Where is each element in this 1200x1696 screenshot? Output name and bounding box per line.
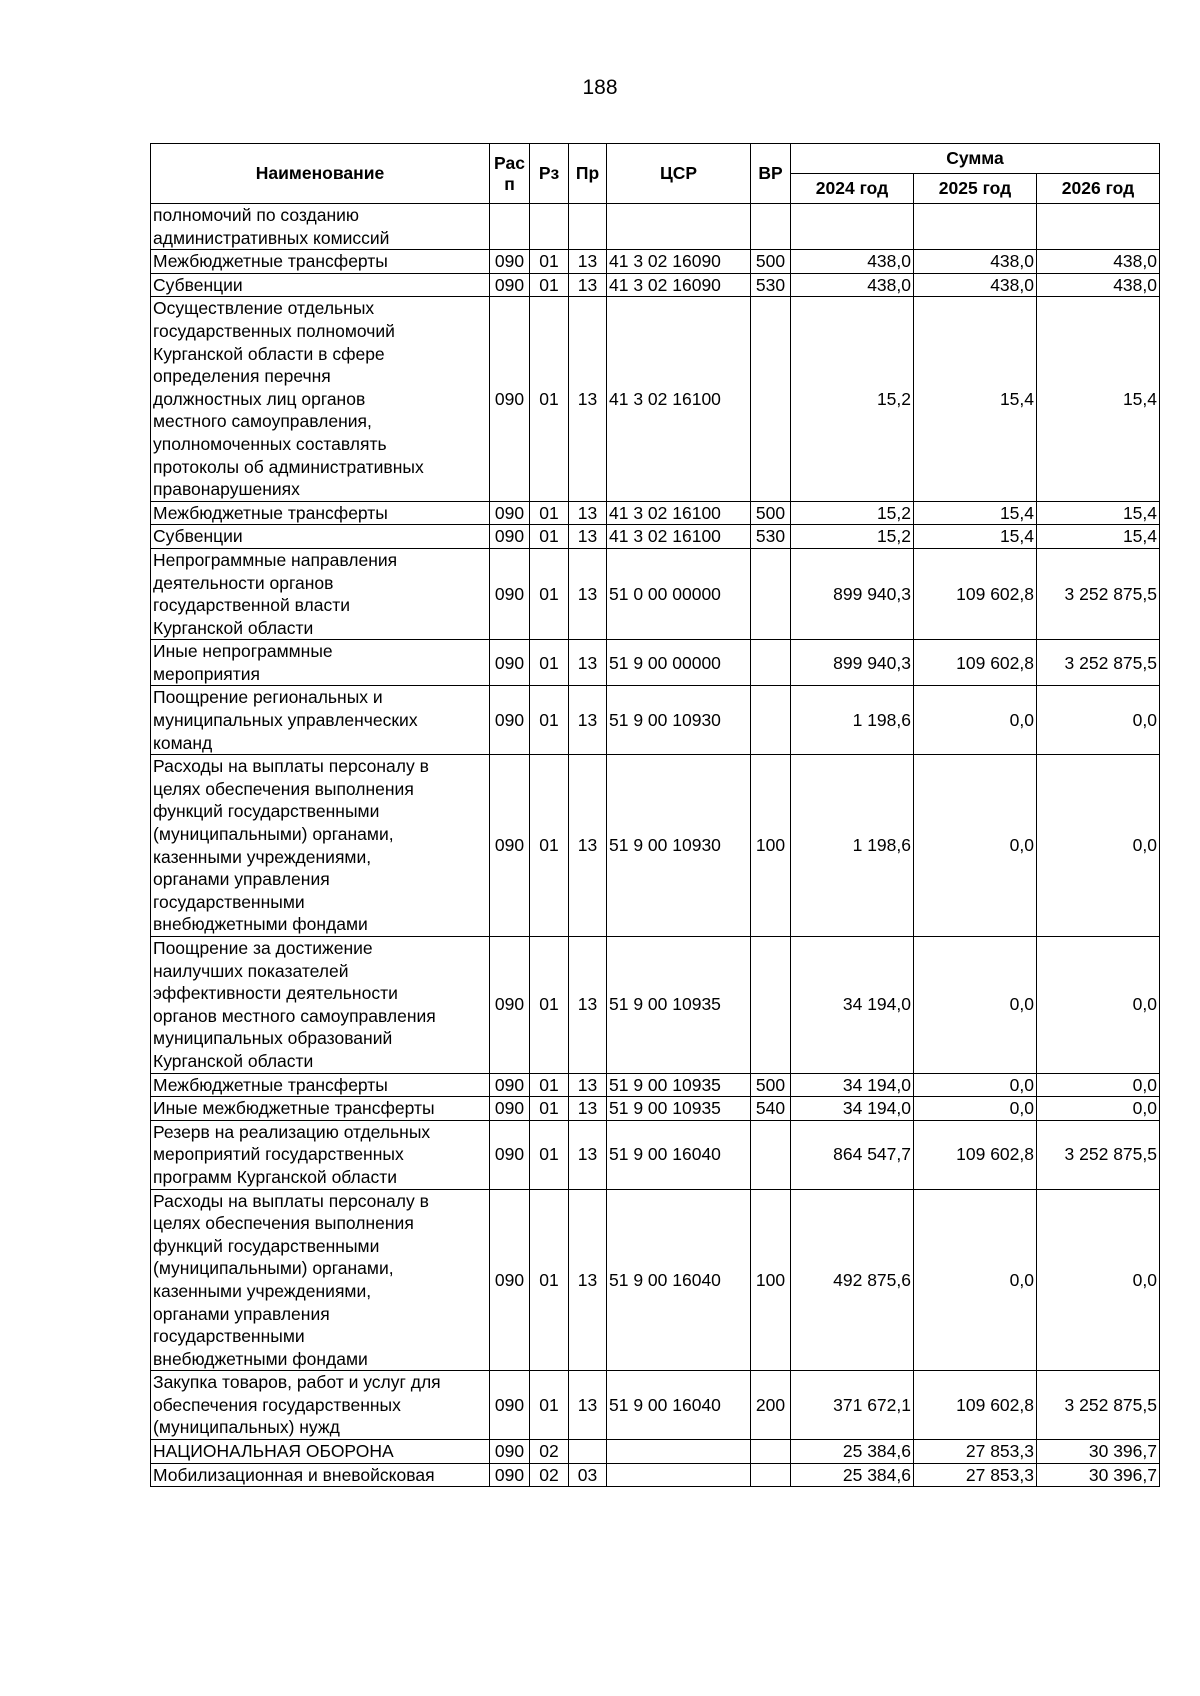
cell-csr: 51 9 00 10930 [607,686,751,755]
cell-vr: 100 [751,1189,791,1371]
cell-2026: 0,0 [1037,686,1160,755]
cell-csr: 51 9 00 10935 [607,1097,751,1121]
cell-vr [751,1120,791,1189]
table-row [151,525,1160,549]
cell-name: Межбюджетные трансферты [151,1073,490,1097]
cell-pr [569,1440,607,1464]
cell-2025: 109 602,8 [914,1371,1037,1440]
cell-rasp: 090 [490,937,530,1074]
cell-vr: 200 [751,1371,791,1440]
cell-2024: 492 875,6 [791,1189,914,1371]
cell-2026: 438,0 [1037,250,1160,274]
cell-2024: 438,0 [791,273,914,297]
cell-2024: 25 384,6 [791,1440,914,1464]
header-csr: ЦСР [607,144,751,204]
table-row [151,250,1160,274]
cell-vr: 530 [751,525,791,549]
cell-rasp: 090 [490,1371,530,1440]
cell-rz: 01 [530,1120,569,1189]
cell-rz: 01 [530,501,569,525]
header-2025: 2025 год [914,174,1037,204]
cell-pr: 13 [569,273,607,297]
cell-rasp: 090 [490,548,530,639]
cell-pr: 13 [569,686,607,755]
cell-pr: 13 [569,1073,607,1097]
cell-2025: 15,4 [914,525,1037,549]
cell-pr: 13 [569,640,607,686]
cell-rz: 01 [530,273,569,297]
cell-rasp: 090 [490,250,530,274]
cell-pr: 13 [569,755,607,937]
cell-name: Иные межбюджетные трансферты [151,1097,490,1121]
cell-2024: 25 384,6 [791,1463,914,1487]
table-row [151,1073,1160,1097]
cell-csr: 41 3 02 16090 [607,250,751,274]
cell-2024: 864 547,7 [791,1120,914,1189]
cell-name: Мобилизационная и вневойсковая [151,1463,490,1487]
cell-csr: 51 9 00 10930 [607,755,751,937]
cell-2024: 15,2 [791,525,914,549]
cell-2025: 15,4 [914,297,1037,501]
table-row [151,1120,1160,1189]
header-sum: Сумма [791,144,1160,174]
header-rz: Рз [530,144,569,204]
cell-2025: 438,0 [914,273,1037,297]
cell-2025: 27 853,3 [914,1440,1037,1464]
cell-rasp: 090 [490,525,530,549]
table-row [151,501,1160,525]
cell-vr [751,937,791,1074]
cell-vr: 540 [751,1097,791,1121]
cell-2026: 3 252 875,5 [1037,1371,1160,1440]
cell-csr: 41 3 02 16100 [607,297,751,501]
cell-rz: 01 [530,1097,569,1121]
table-row [151,640,1160,686]
cell-pr: 13 [569,525,607,549]
cell-name: Иные непрограммные мероприятия [151,640,490,686]
cell-vr: 500 [751,501,791,525]
cell-pr: 13 [569,1189,607,1371]
cell-name: Субвенции [151,273,490,297]
cell-2025: 0,0 [914,686,1037,755]
header-row-top [151,144,1160,174]
cell-2026: 0,0 [1037,1189,1160,1371]
cell-2026: 15,4 [1037,501,1160,525]
cell-rz: 01 [530,640,569,686]
cell-2025: 109 602,8 [914,548,1037,639]
cell-pr: 13 [569,548,607,639]
table-row [151,1463,1160,1487]
cell-2024: 371 672,1 [791,1371,914,1440]
header-pr: Пр [569,144,607,204]
cell-csr [607,204,751,250]
table-row [151,1189,1160,1371]
cell-rz: 01 [530,937,569,1074]
cell-rasp: 090 [490,501,530,525]
cell-2026: 0,0 [1037,1097,1160,1121]
cell-name: Расходы на выплаты персоналу в целях обеспечения выполнения функций государственными (муниципальными) органами, казенными учреждениями, органами управления государственными внебюджетными фондами [151,755,490,937]
cell-csr: 51 9 00 10935 [607,1073,751,1097]
header-vr: ВР [751,144,791,204]
cell-2026: 3 252 875,5 [1037,1120,1160,1189]
header-2026: 2026 год [1037,174,1160,204]
cell-2026 [1037,204,1160,250]
cell-pr: 13 [569,501,607,525]
cell-pr: 03 [569,1463,607,1487]
cell-rz: 01 [530,250,569,274]
cell-vr: 530 [751,273,791,297]
cell-pr: 13 [569,1120,607,1189]
cell-rz: 01 [530,1371,569,1440]
cell-csr [607,1440,751,1464]
cell-csr [607,1463,751,1487]
cell-rasp: 090 [490,1440,530,1464]
table-row [151,1440,1160,1464]
cell-2024: 899 940,3 [791,548,914,639]
cell-name: Расходы на выплаты персоналу в целях обеспечения выполнения функций государственными (муниципальными) органами, казенными учреждениями, органами управления государственными внебюджетными фондами [151,1189,490,1371]
cell-rz: 01 [530,548,569,639]
table-row [151,755,1160,937]
cell-rasp: 090 [490,1120,530,1189]
cell-vr [751,1440,791,1464]
table-row [151,1097,1160,1121]
cell-2025: 27 853,3 [914,1463,1037,1487]
cell-rz: 02 [530,1440,569,1464]
cell-2024: 1 198,6 [791,755,914,937]
cell-name: Осуществление отдельных государственных полномочий Курганской области в сфере определения перечня должностных лиц органов местного самоуправления, уполномоченных составлять протоколы об административных правонарушениях [151,297,490,501]
cell-2025: 0,0 [914,1073,1037,1097]
cell-name: Межбюджетные трансферты [151,250,490,274]
cell-rasp: 090 [490,686,530,755]
cell-pr: 13 [569,937,607,1074]
cell-name: Субвенции [151,525,490,549]
cell-2025: 0,0 [914,937,1037,1074]
cell-2024: 438,0 [791,250,914,274]
cell-name: Поощрение за достижение наилучших показателей эффективности деятельности органов местного самоуправления муниципальных образований Курганской области [151,937,490,1074]
cell-2025 [914,204,1037,250]
table-body [151,204,1160,1487]
cell-csr: 51 9 00 00000 [607,640,751,686]
cell-rz: 02 [530,1463,569,1487]
cell-vr [751,640,791,686]
cell-vr: 100 [751,755,791,937]
cell-csr: 51 9 00 16040 [607,1189,751,1371]
cell-pr [569,204,607,250]
cell-2026: 30 396,7 [1037,1463,1160,1487]
cell-2025: 109 602,8 [914,1120,1037,1189]
cell-rasp: 090 [490,640,530,686]
cell-csr: 51 9 00 16040 [607,1371,751,1440]
cell-csr: 41 3 02 16100 [607,525,751,549]
cell-rasp: 090 [490,1463,530,1487]
cell-2024: 34 194,0 [791,937,914,1074]
cell-vr [751,204,791,250]
cell-2024: 34 194,0 [791,1073,914,1097]
cell-rz: 01 [530,525,569,549]
cell-name: Непрограммные направления деятельности органов государственной власти Курганской области [151,548,490,639]
cell-vr [751,297,791,501]
cell-csr: 51 9 00 16040 [607,1120,751,1189]
table-row [151,1371,1160,1440]
cell-2026: 438,0 [1037,273,1160,297]
cell-rz: 01 [530,755,569,937]
cell-pr: 13 [569,1371,607,1440]
cell-2026: 3 252 875,5 [1037,548,1160,639]
cell-2026: 0,0 [1037,1073,1160,1097]
table-row [151,548,1160,639]
cell-2026: 0,0 [1037,755,1160,937]
cell-pr: 13 [569,250,607,274]
cell-rasp [490,204,530,250]
cell-2026: 30 396,7 [1037,1440,1160,1464]
cell-pr: 13 [569,297,607,501]
cell-name: Поощрение региональных и муниципальных управленческих команд [151,686,490,755]
cell-2024: 15,2 [791,501,914,525]
cell-name: Межбюджетные трансферты [151,501,490,525]
cell-2026: 15,4 [1037,297,1160,501]
cell-rasp: 090 [490,273,530,297]
cell-2025: 0,0 [914,1189,1037,1371]
table-row [151,686,1160,755]
cell-2024 [791,204,914,250]
cell-rz: 01 [530,1189,569,1371]
cell-rz: 01 [530,297,569,501]
cell-name: НАЦИОНАЛЬНАЯ ОБОРОНА [151,1440,490,1464]
cell-2026: 3 252 875,5 [1037,640,1160,686]
cell-vr [751,548,791,639]
cell-csr: 51 9 00 10935 [607,937,751,1074]
table-row [151,297,1160,501]
header-name: Наименование [151,144,490,204]
cell-name: Закупка товаров, работ и услуг для обеспечения государственных (муниципальных) нужд [151,1371,490,1440]
cell-rasp: 090 [490,297,530,501]
cell-rz [530,204,569,250]
table-row [151,204,1160,250]
cell-pr: 13 [569,1097,607,1121]
cell-rasp: 090 [490,1097,530,1121]
cell-rz: 01 [530,686,569,755]
cell-rasp: 090 [490,1073,530,1097]
cell-2025: 0,0 [914,755,1037,937]
cell-2025: 0,0 [914,1097,1037,1121]
cell-2024: 15,2 [791,297,914,501]
cell-name: Резерв на реализацию отдельных мероприятий государственных программ Курганской области [151,1120,490,1189]
cell-vr [751,1463,791,1487]
cell-2025: 109 602,8 [914,640,1037,686]
cell-2025: 15,4 [914,501,1037,525]
cell-vr [751,686,791,755]
cell-vr: 500 [751,250,791,274]
page-number: 188 [582,76,618,99]
cell-rasp: 090 [490,755,530,937]
cell-vr: 500 [751,1073,791,1097]
cell-2026: 0,0 [1037,937,1160,1074]
cell-csr: 41 3 02 16090 [607,273,751,297]
table-row [151,937,1160,1074]
budget-table [150,143,1160,1487]
cell-csr: 51 0 00 00000 [607,548,751,639]
cell-csr: 41 3 02 16100 [607,501,751,525]
cell-2024: 899 940,3 [791,640,914,686]
cell-2026: 15,4 [1037,525,1160,549]
cell-rz: 01 [530,1073,569,1097]
cell-name: полномочий по созданию административных комиссий [151,204,490,250]
cell-2025: 438,0 [914,250,1037,274]
table-row [151,273,1160,297]
cell-2024: 34 194,0 [791,1097,914,1121]
cell-rasp: 090 [490,1189,530,1371]
header-2024: 2024 год [791,174,914,204]
header-rasp: Рас п [490,144,530,204]
cell-2024: 1 198,6 [791,686,914,755]
